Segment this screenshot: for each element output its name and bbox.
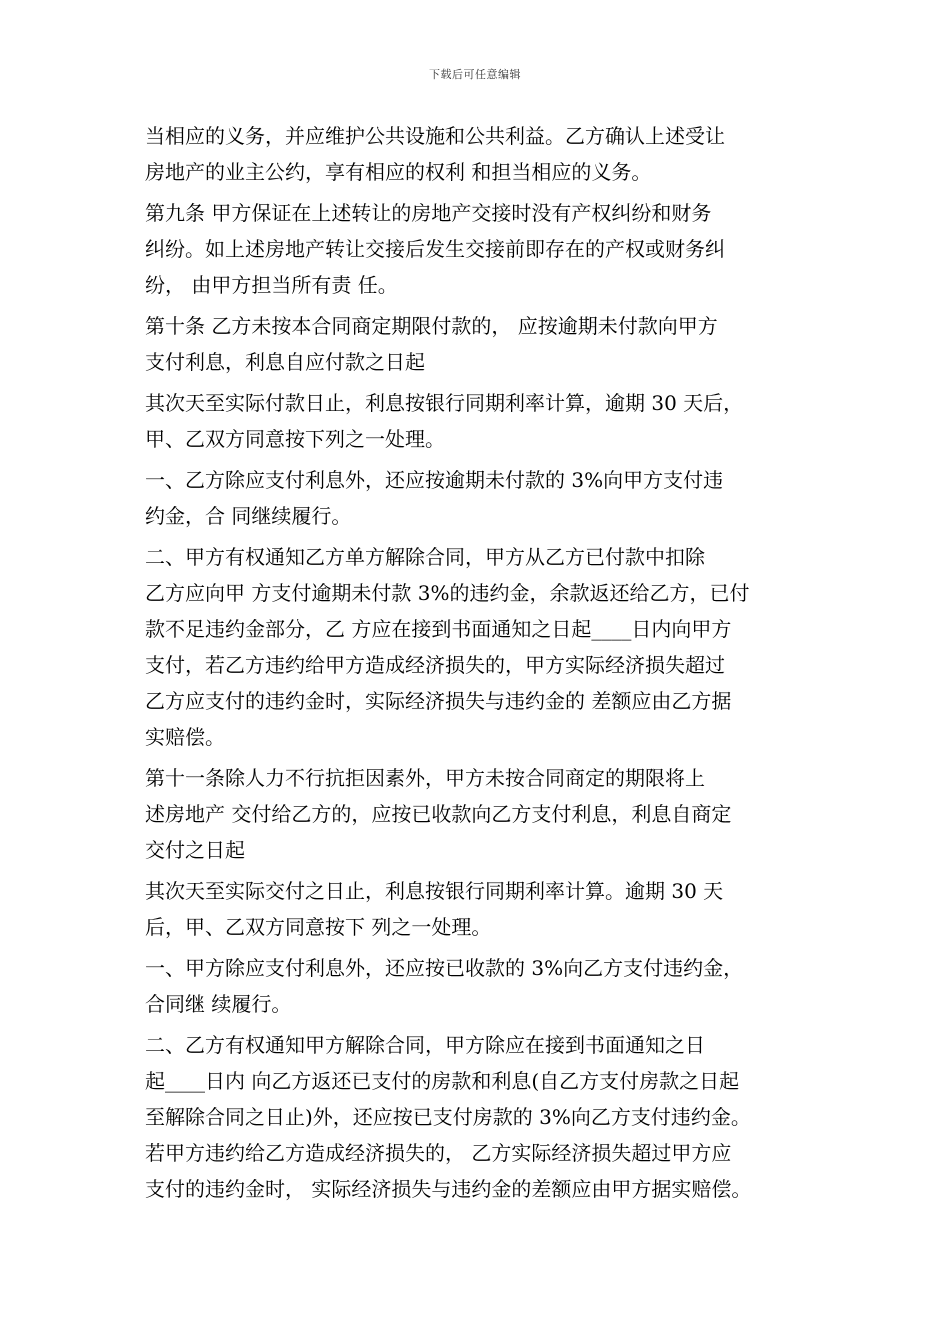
- text-line: 实赔偿。: [145, 725, 225, 749]
- paragraph-article-11: [145, 760, 813, 868]
- text-line: 约金，合 同继续履行。: [145, 504, 352, 528]
- text-line: 纠纷。如上述房地产转让交接后发生交接前即存在的产权或财务纠: [145, 237, 725, 261]
- text-line: 第十一条除人力不行抗拒因素外，甲方未按合同商定的期限将上: [145, 766, 705, 790]
- text-line: 交付之日起: [145, 838, 245, 862]
- paragraph-article-10-option-2: [145, 539, 813, 755]
- text-line: 乙方应支付的违约金时，实际经济损失与违约金的 差额应由乙方据: [145, 689, 732, 713]
- paragraph-1: [145, 118, 813, 190]
- text-line: 述房地产 交付给乙方的，应按已收款向乙方支付利息，利息自商定: [145, 802, 732, 826]
- text-line: 起____日内 向乙方返还已支付的房款和利息(自乙方支付房款之日起: [145, 1069, 740, 1093]
- text-line: 支付的违约金时， 实际经济损失与违约金的差额应由甲方据实赔偿。: [145, 1177, 752, 1201]
- text-line: 支付利息，利息自应付款之日起: [145, 350, 425, 374]
- text-line: 合同继 续履行。: [145, 992, 292, 1016]
- paragraph-article-11-option-2: [145, 1027, 813, 1207]
- text-line: 当相应的义务，并应维护公共设施和公共利益。乙方确认上述受让: [145, 124, 725, 148]
- document-body: [145, 118, 813, 1212]
- paragraph-article-11-option-1: [145, 950, 813, 1022]
- text-line: 支付，若乙方违约给甲方造成经济损失的，甲方实际经济损失超过: [145, 653, 725, 677]
- text-line: 二、乙方有权通知甲方解除合同，甲方除应在接到书面通知之日: [145, 1033, 705, 1057]
- text-line: 第十条 乙方未按本合同商定期限付款的， 应按逾期未付款向甲方: [145, 314, 718, 338]
- text-line: 款不足违约金部分，乙 方应在接到书面通知之日起____日内向甲方: [145, 617, 732, 641]
- text-line: 二、甲方有权通知乙方单方解除合同，甲方从乙方已付款中扣除: [145, 545, 705, 569]
- paragraph-article-9: [145, 195, 813, 303]
- text-line: 若甲方违约给乙方造成经济损失的， 乙方实际经济损失超过甲方应: [145, 1141, 732, 1165]
- text-line: 纷， 由甲方担当所有责 任。: [145, 273, 398, 297]
- text-line: 后，甲、乙双方同意按下 列之一处理。: [145, 915, 492, 939]
- paragraph-article-10-option-1: [145, 462, 813, 534]
- text-line: 乙方应向甲 方支付逾期未付款 3%的违约金，余款返还给乙方，已付: [145, 581, 750, 605]
- paragraph-article-10-cont: [145, 385, 813, 457]
- text-line: 其次天至实际交付之日止，利息按银行同期利率计算。逾期 30 天: [145, 879, 724, 903]
- paragraph-article-10: [145, 308, 813, 380]
- page-header: 下载后可任意编辑: [429, 68, 521, 81]
- text-line: 第九条 甲方保证在上述转让的房地产交接时没有产权纠纷和财务: [145, 201, 712, 225]
- text-line: 至解除合同之日止)外，还应按已支付房款的 3%向乙方支付违约金。: [145, 1105, 751, 1129]
- paragraph-article-11-cont: [145, 873, 813, 945]
- text-line: 其次天至实际付款日止，利息按银行同期利率计算，逾期 30 天后，: [145, 391, 744, 415]
- text-line: 一、乙方除应支付利息外，还应按逾期未付款的 3%向甲方支付违: [145, 468, 724, 492]
- text-line: 房地产的业主公约，享有相应的权利 和担当相应的义务。: [145, 160, 652, 184]
- text-line: 一、甲方除应支付利息外，还应按已收款的 3%向乙方支付违约金，: [145, 956, 744, 980]
- text-line: 甲、乙双方同意按下列之一处理。: [145, 427, 445, 451]
